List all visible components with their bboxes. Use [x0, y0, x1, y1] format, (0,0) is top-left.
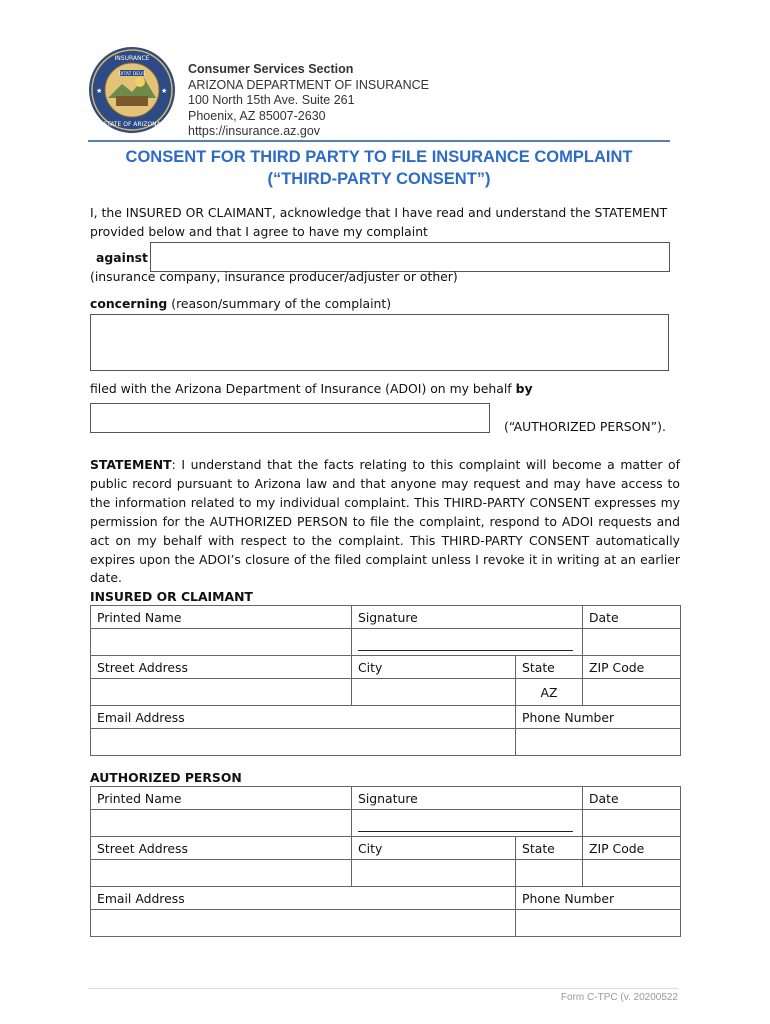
statement-body: : I understand that the facts relating to this complaint will become a matter of public record pursuant to Arizona law and that anyone may request and may have access to the information related to my individual complaint. This THIRD-PARTY CONSENT expresses my permission for the AUTHORIZED PERSON to file the complaint, respond to ADOI requests and act on my behalf with respect to the complaint. This THIRD-PARTY CONSENT automatically expires upon the ADOI’s closure of the filed complaint unless I revoke it in writing at an earlier date. [90, 457, 680, 586]
intro-line-2: provided below and that I agree to have my complaint [90, 224, 428, 239]
concerning-row [90, 296, 391, 311]
authorized-printed-name-label: Printed Name [91, 787, 352, 810]
form-number: Form C-TPC (v. 20200522 [560, 992, 678, 1003]
authorized-printed-name-field[interactable] [91, 810, 352, 837]
concerning-textarea[interactable] [90, 314, 669, 371]
department-name: ARIZONA DEPARTMENT OF INSURANCE [188, 77, 430, 92]
authorized-table [90, 786, 681, 937]
insured-email-label: Email Address [91, 706, 516, 729]
insured-printed-name-field[interactable] [91, 629, 352, 656]
insured-signature-label: Signature [352, 606, 583, 629]
filed-by-row [90, 381, 533, 396]
statement-label: STATEMENT [90, 457, 172, 472]
intro-line-1: I, the INSURED OR CLAIMANT, acknowledge that I have read and understand the STATEMENT [90, 205, 668, 220]
statement-paragraph [90, 456, 680, 588]
svg-text:DITAT DEUS: DITAT DEUS [118, 72, 146, 77]
authorized-state-label: State [516, 837, 583, 860]
agency-header [188, 62, 429, 140]
insured-zip-label: ZIP Code [583, 656, 681, 679]
authorized-zip-label: ZIP Code [583, 837, 681, 860]
authorized-email-label: Email Address [91, 887, 516, 910]
insured-phone-label: Phone Number [516, 706, 681, 729]
svg-text:INSURANCE: INSURANCE [114, 55, 150, 62]
insured-signature-field[interactable] [352, 629, 583, 656]
authorized-phone-field[interactable] [516, 910, 681, 937]
authorized-person-input[interactable] [90, 403, 490, 433]
insured-street-label: Street Address [91, 656, 352, 679]
header-divider [88, 140, 670, 142]
insured-state-label: State [516, 656, 583, 679]
authorized-date-label: Date [583, 787, 681, 810]
insured-street-field[interactable] [91, 679, 352, 706]
footer-divider [88, 988, 678, 989]
against-hint: (insurance company, insurance producer/adjuster or other) [90, 269, 458, 284]
svg-text:STATE OF ARIZONA: STATE OF ARIZONA [103, 121, 161, 128]
authorized-street-label: Street Address [91, 837, 352, 860]
street-address: 100 North 15th Ave. Suite 261 [188, 93, 355, 108]
form-title: CONSENT FOR THIRD PARTY TO FILE INSURANCE COMPLAINT [125, 148, 633, 166]
svg-text:★: ★ [96, 87, 103, 95]
authorized-city-field[interactable] [352, 860, 516, 887]
authorized-state-field[interactable] [516, 860, 583, 887]
against-label: against [96, 250, 148, 265]
authorized-signature-line [358, 819, 573, 832]
insured-city-label: City [352, 656, 516, 679]
insured-phone-field[interactable] [516, 729, 681, 756]
section-name: Consumer Services Section [188, 62, 354, 76]
insured-printed-name-label: Printed Name [91, 606, 352, 629]
insured-date-label: Date [583, 606, 681, 629]
authorized-email-field[interactable] [91, 910, 516, 937]
authorized-person-suffix: (“AUTHORIZED PERSON”). [504, 419, 666, 434]
insured-date-field[interactable] [583, 629, 681, 656]
form-subtitle: (“THIRD-PARTY CONSENT”) [267, 170, 491, 188]
filed-by-keyword: by [515, 381, 533, 396]
authorized-heading: AUTHORIZED PERSON [90, 770, 242, 785]
city-state-zip: Phoenix, AZ 85007-2630 [188, 108, 326, 123]
authorized-date-field[interactable] [583, 810, 681, 837]
insured-city-field[interactable] [352, 679, 516, 706]
authorized-phone-label: Phone Number [516, 887, 681, 910]
website-url: https://insurance.az.gov [188, 124, 321, 139]
authorized-signature-field[interactable] [352, 810, 583, 837]
against-input[interactable] [150, 242, 670, 272]
insured-heading: INSURED OR CLAIMANT [90, 589, 253, 604]
filed-by-text: filed with the Arizona Department of Insurance (ADOI) on my behalf [90, 381, 512, 396]
authorized-zip-field[interactable] [583, 860, 681, 887]
svg-text:★: ★ [161, 87, 168, 95]
arizona-insurance-seal-logo [88, 46, 176, 134]
authorized-street-field[interactable] [91, 860, 352, 887]
insured-signature-line [358, 638, 573, 651]
insured-email-field[interactable] [91, 729, 516, 756]
authorized-city-label: City [352, 837, 516, 860]
insured-table [90, 605, 681, 756]
insured-state-field[interactable]: AZ [516, 679, 583, 706]
concerning-hint: (reason/summary of the complaint) [171, 296, 392, 311]
insured-zip-field[interactable] [583, 679, 681, 706]
concerning-label: concerning [90, 296, 168, 311]
authorized-signature-label: Signature [352, 787, 583, 810]
